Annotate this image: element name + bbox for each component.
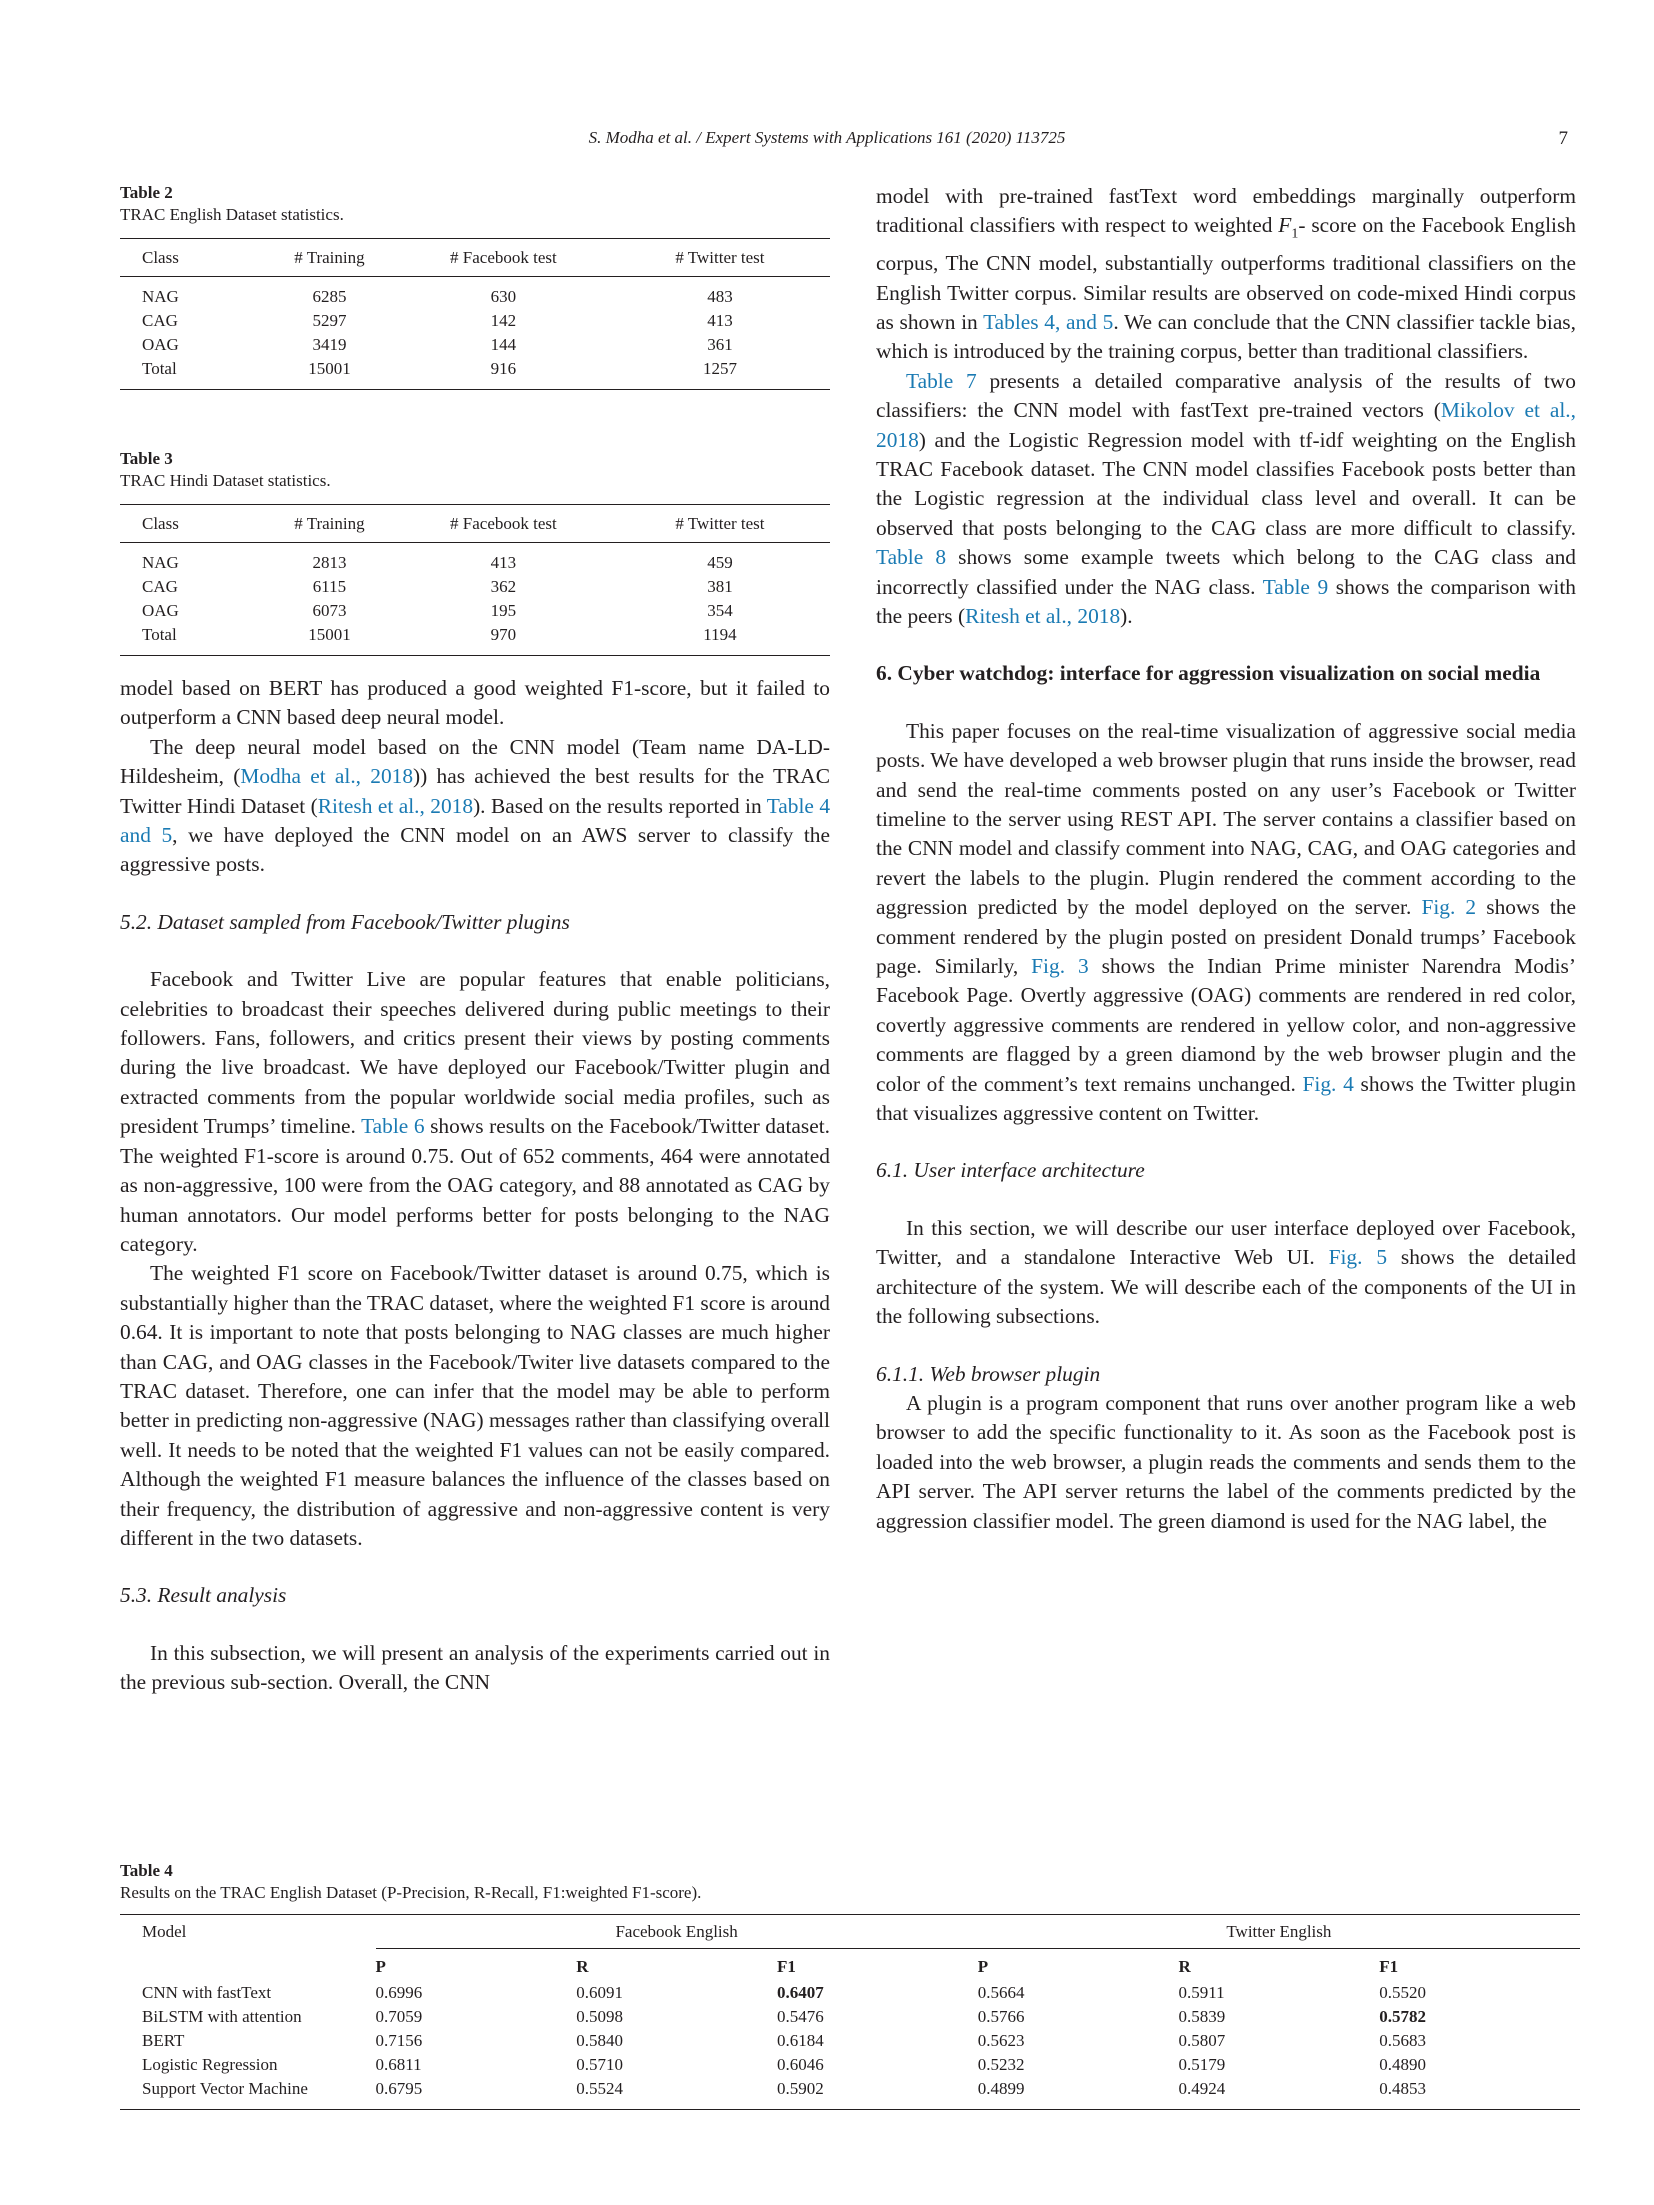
subsection-heading: 6.1. User interface architecture [876,1158,1145,1183]
text: This paper focuses on the real-time visualization of aggressive social media posts. We have developed a web browser plugin that runs inside the browser, read and send the real-time comments posted on any user’s Facebook or Twitter timeline to the server using REST API. The server contains a classifier based on the CNN model and classify comment into NAG, CAG, and OAG categories and revert the labels to the plugin. Plugin rendered the comment according to the aggression predicted by the model deployed on the server. [876,718,1576,920]
table-row [120,2053,1580,2077]
column-header: # Facebook test [397,239,610,277]
metric-cell: 0.5840 [576,2031,623,2050]
citation-link[interactable]: Modha et al., 2018 [240,764,414,789]
metric-cell: 0.5476 [777,2007,824,2026]
table-cell: 144 [490,335,517,354]
metric-cell: 0.5766 [977,2007,1025,2026]
table-cell: 6115 [312,577,347,596]
column-header: # Twitter test [610,239,830,277]
column-header: P [375,1957,386,1976]
metric-cell: 0.5179 [1178,2055,1226,2074]
table-cell: 970 [490,625,517,644]
math-subscript: 1 [1291,226,1299,242]
metric-cell: 0.5782 [1379,2007,1426,2026]
table-row [120,357,830,390]
table-cell: 6073 [312,601,347,620]
table-3-grid [120,504,830,656]
table-cell: Total [142,625,177,644]
paragraph [120,733,830,880]
table-cell: 15001 [308,359,351,378]
metric-cell: 0.4853 [1379,2079,1426,2098]
figure-link[interactable]: Fig. 5 [1328,1245,1388,1270]
running-head: S. Modha et al. / Expert Systems with Applications 161 (2020) 113725 [588,128,1066,147]
metric-cell: 0.4899 [977,2079,1025,2098]
metric-cell: 0.6996 [375,1983,423,2002]
section-heading: 6. Cyber watchdog: interface for aggression visualization on social media [876,661,1541,686]
table-3-caption: TRAC Hindi Dataset statistics. [120,471,331,490]
figure-link[interactable]: Fig. 4 [1302,1071,1354,1096]
table-link[interactable]: Tables 4, and 5 [983,309,1114,334]
text: shows some example tweets which belong to the CAG class and incorrectly classified under the NAG class. [876,545,1576,599]
text: , we have deployed the CNN model on an AWS server to classify the aggressive posts. [120,823,830,877]
paragraph [120,965,830,1259]
table-row [120,2077,1580,2110]
text: shows results on the Facebook/Twitter dataset. The weighted F1-score is around 0.75. Out of 652 comments, 464 were annotated as non-aggressive, 100 were from the OAG category, and 88 annotated as CAG by human annotators. Our model performs better for posts belonging to the NAG category. [120,1114,830,1256]
metric-cell: 0.5232 [977,2055,1025,2074]
table-4-label: Table 4 [120,1861,173,1880]
table-cell: 3419 [312,335,347,354]
table-cell: 483 [707,287,733,306]
column-group-header: Facebook English [376,1915,978,1949]
table-2 [120,182,830,390]
text: presents a detailed comparative analysis of the results of two classifiers: the CNN model with fastText pre-trained vectors ( [876,368,1576,423]
citation-link[interactable]: Mikolov et al., 2018 [876,398,1576,452]
text: shows the comparison with the peers ( [876,574,1576,628]
table-row [120,543,830,576]
paragraph [876,182,1576,367]
metric-cell: 0.5911 [1178,1983,1225,2002]
paragraph: model based on BERT has produced a good weighted F1-score, but it failed to outperform a CNN based deep neural model. [120,676,830,730]
table-row [120,1981,1580,2005]
metric-cell: 0.4924 [1178,2079,1226,2098]
column-header: F1 [1379,1957,1399,1976]
paragraph: In this subsection, we will present an analysis of the experiments carried out in the previous sub-section. Overall, the CNN [120,1640,830,1695]
metric-cell: 0.5520 [1379,1983,1426,2002]
citation-link[interactable]: Ritesh et al., 2018 [965,603,1121,628]
column-header: Model [120,1915,376,1949]
table-4-grid [120,1914,1580,2110]
table-row [120,575,830,599]
table-cell: Total [142,359,177,378]
column-header: Class [120,505,262,543]
metric-cell: 0.5098 [576,2007,623,2026]
table-cell: 1257 [702,359,737,378]
text: ). Based on the results reported in [473,793,767,818]
citation-link[interactable]: Ritesh et al., 2018 [317,793,474,818]
metric-cell: 0.5839 [1178,2007,1226,2026]
table-cell: CAG [142,311,178,330]
text: The deep neural model based on the CNN model (Team name DA-LD-Hildesheim, ( [120,734,830,789]
metric-cell: 0.6091 [576,1983,623,2002]
column-header: # Training [262,239,397,277]
metric-cell: 0.5902 [777,2079,824,2098]
subsection-heading: 5.2. Dataset sampled from Facebook/Twitter plugins [120,909,570,934]
metric-cell: 0.6407 [777,1983,824,2002]
table-cell: 916 [490,359,517,378]
text: shows the detailed architecture of the system. We will describe each of the components of the UI in the following subsections. [876,1245,1576,1329]
metric-cell: 0.5683 [1379,2031,1426,2050]
table-row [120,309,830,333]
metric-cell: 0.5807 [1178,2031,1226,2050]
table-cell: 5297 [312,311,347,330]
figure-link[interactable]: Fig. 2 [1421,895,1477,920]
column-header: # Twitter test [610,505,830,543]
math-symbol: F [1278,213,1292,238]
table-row [120,2005,1580,2029]
table-cell: 6285 [312,287,347,306]
table-cell: 362 [490,577,517,596]
table-cell: 361 [707,335,733,354]
table-cell: 413 [490,553,517,572]
text: - score on the Facebook English corpus, The CNN model, substantially outperforms traditional classifiers on the English Twitter corpus. Similar results are observed on code-mixed Hindi corpus as shown in [876,213,1576,334]
table-cell: 381 [707,577,733,596]
table-link[interactable]: Table 8 [876,545,947,570]
metric-cell: 0.6795 [375,2079,423,2098]
table-4-body [120,1981,1580,2110]
model-name-cell: BERT [142,2031,185,2050]
metric-cell: 0.7156 [375,2031,423,2050]
model-name-cell: Logistic Regression [142,2055,278,2074]
column-header: R [1178,1957,1191,1976]
text: ). [1120,603,1133,628]
table-link[interactable]: Table 4 and 5 [120,793,831,848]
table-row [120,599,830,623]
metric-cell: 0.5623 [977,2031,1025,2050]
table-3 [120,448,830,656]
metric-cell: 0.5524 [576,2079,623,2098]
table-3-label: Table 3 [120,449,173,468]
table-row [120,277,830,310]
metric-cell: 0.6811 [375,2055,422,2074]
right-column [876,182,1576,1536]
metric-cell: 0.5664 [977,1983,1025,2002]
left-column [120,182,830,1698]
text: shows the comment rendered by the plugin posted on president Donald trumps’ Facebook page. Similarly, [876,895,1576,979]
metric-cell: 0.6184 [777,2031,824,2050]
metric-cell: 0.6046 [777,2055,824,2074]
table-cell: 142 [490,311,517,330]
table-cell: 2813 [312,553,347,572]
table-cell: 630 [490,287,517,306]
column-header: R [576,1957,589,1976]
paragraph [876,717,1576,1129]
text: shows the Twitter plugin that visualizes aggressive content on Twitter. [876,1071,1576,1126]
paragraph: The weighted F1 score on Facebook/Twitter dataset is around 0.75, which is substantially higher than the TRAC dataset, where the weighted F1 score is around 0.64. It is important to note that posts belonging to NAG classes are much higher than CAG, and OAG classes in the Facebook/Twiter live datasets compared to the TRAC dataset. Therefore, one can infer that the model may be able to perform better in predicting non-aggressive (NAG) messages rather than classifying overall well. It needs to be noted that the weighted F1 values can not be easily compared. Although the weighted F1 measure balances the influence of the classes based on their frequency, the distribution of aggressive and non-aggressive content is very different in the two datasets. [120,1261,830,1550]
text: . We can conclude that the CNN classifier tackle bias, which is introduced by the training corpus, better than traditional classifiers. [876,309,1576,364]
table-cell: NAG [142,287,179,306]
table-link[interactable]: Table 7 [906,368,977,393]
table-row [120,623,830,656]
table-4-caption: Results on the TRAC English Dataset (P-Precision, R-Recall, F1:weighted F1-score). [120,1883,702,1902]
table-cell: OAG [142,335,179,354]
table-cell: 459 [707,553,733,572]
table-cell: 195 [490,601,517,620]
text: ) and the Logistic Regression model with tf-idf weighting on the English TRAC Facebook dataset. The CNN model classifies Facebook posts better than the Logistic regression at the individual class level and overall. It can be observed that posts belonging to the CAG class are more difficult to classify. [876,427,1576,540]
metric-cell: 0.7059 [375,2007,423,2026]
text: model with pre-trained fastText word embeddings marginally outperform traditional classifiers with respect to weighted [876,184,1576,238]
table-link[interactable]: Table 6 [361,1114,425,1139]
table-cell: 354 [707,601,733,620]
subsection-heading: 5.3. Result analysis [120,1583,287,1608]
paragraph [876,367,1576,632]
table-2-caption: TRAC English Dataset statistics. [120,205,344,224]
column-header: F1 [777,1957,796,1976]
model-name-cell: BiLSTM with attention [142,2007,302,2026]
table-row [120,333,830,357]
column-header: Class [120,239,262,277]
column-header [120,1949,376,1982]
table-2-grid [120,238,830,390]
table-cell: 15001 [308,625,351,644]
metric-cell: 0.4890 [1379,2055,1426,2074]
table-cell: 1194 [703,625,737,644]
table-link[interactable]: Table 9 [1262,574,1329,599]
table-cell: NAG [142,553,179,572]
text: Facebook and Twitter Live are popular features that enable politicians, celebrities to broadcast their speeches delivered during public meetings to their followers. Fans, followers, and critics present their views by posting comments during the live broadcast. We have deployed our Facebook/Twitter plugin and extracted comments from the popular worldwide social media profiles, such as president Trumps’ timeline. [120,967,830,1139]
text: shows the Indian Prime minister Narendra Modis’ Facebook Page. Overtly aggressive (OAG) comments are rendered in red color, covertly aggressive comments are rendered in yellow color, and non-aggressive comments are flagged by a green diamond by the web browser plugin and the color of the comment’s text remains unchanged. [876,954,1576,1096]
column-group-header: Twitter English [978,1915,1580,1949]
column-header: # Training [262,505,397,543]
column-header: P [977,1957,989,1976]
text: )) has achieved the best results for the TRAC Twitter Hindi Dataset ( [120,764,830,818]
paragraph [876,1214,1576,1332]
table-4 [120,1860,1580,2110]
subsubsection-heading: 6.1.1. Web browser plugin [876,1361,1101,1386]
table-cell: OAG [142,601,179,620]
figure-link[interactable]: Fig. 3 [1031,954,1089,979]
column-header: # Facebook test [397,505,610,543]
model-name-cell: CNN with fastText [142,1983,272,2002]
table-cell: CAG [142,577,178,596]
text: In this section, we will describe our user interface deployed over Facebook, Twitter, and a standalone Interactive Web UI. [876,1215,1576,1270]
page-number: 7 [1558,128,1568,149]
table-cell: 413 [707,311,733,330]
table-row [120,2029,1580,2053]
table-2-label: Table 2 [120,183,173,202]
metric-cell: 0.5710 [576,2055,623,2074]
model-name-cell: Support Vector Machine [142,2079,308,2098]
paragraph: A plugin is a program component that runs over another program like a web browser to add the specific functionality to it. As soon as the Facebook post is loaded into the web browser, a plugin reads the comments and sends them to the API server. The API server returns the label of the comments predicted by the aggression classifier model. The green diamond is used for the NAG label, the [876,1390,1576,1533]
